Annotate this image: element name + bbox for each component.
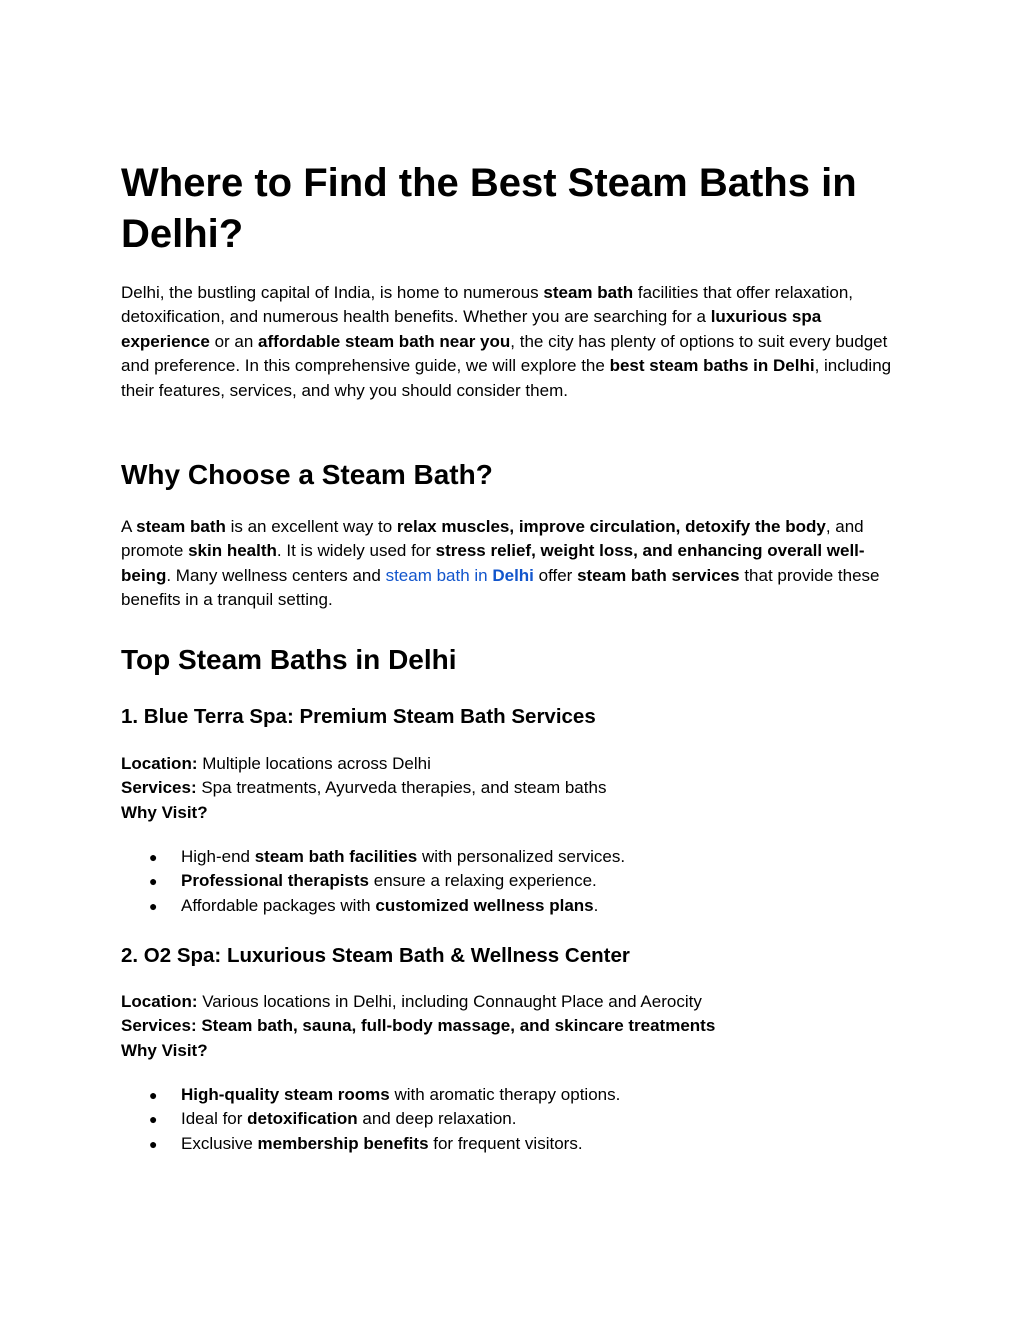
why-text-3: , and promote: [121, 517, 864, 561]
list-item: [121, 894, 625, 918]
intro-bold-4: best steam baths in Delhi: [609, 356, 815, 376]
spa2-why-visit: [121, 1039, 911, 1063]
bullet-icon: ●: [149, 1111, 158, 1128]
why-text-1: A: [121, 517, 137, 536]
spa2-location-value: Various locations in Delhi, including Connaught Place and Aerocity: [197, 992, 702, 1011]
bullet-text: for frequent visitors.: [428, 1133, 583, 1153]
why-text-7: that provide these benefits in a tranquil setting.: [121, 565, 880, 610]
why-bold-4: stress relief, weight loss, and enhancing overall well-being: [121, 541, 865, 585]
spa1-services: [121, 776, 911, 800]
spa2-heading: 2. O2 Spa: Luxurious Steam Bath & Wellness Center: [121, 944, 630, 967]
why-bold-2: relax muscles, improve circulation, detoxify the body: [396, 517, 826, 536]
bullet-text: and deep relaxation.: [357, 1109, 517, 1129]
bullet-text: Affordable packages with: [181, 895, 376, 915]
intro-text-1: Delhi, the bustling capital of India, is home to numerous: [121, 283, 544, 302]
page-title: Where to Find the Best Steam Baths in Delhi?: [121, 161, 857, 256]
bullet-bold: customized wellness plans: [375, 895, 594, 915]
why-text-2: is an excellent way to: [225, 517, 397, 536]
bullet-icon: ●: [149, 849, 158, 865]
bullet-icon: ●: [149, 1087, 158, 1103]
bullet-text: with aromatic therapy options.: [389, 1085, 621, 1104]
spa1-services-value: Spa treatments, Ayurveda therapies, and steam baths: [196, 778, 607, 798]
spa2-services-label: Services:: [121, 1016, 197, 1036]
why-bold-1: steam bath: [136, 517, 226, 536]
why-choose-heading: Why Choose a Steam Bath?: [121, 459, 493, 490]
list-item: [121, 869, 625, 893]
bullet-icon: ●: [149, 873, 158, 890]
spa1-location-label: Location:: [121, 754, 198, 773]
intro-paragraph: [121, 281, 911, 403]
spa2-location: [121, 990, 911, 1014]
intro-text-3: or an: [209, 331, 259, 351]
spa2-bullet-list: [121, 1083, 620, 1156]
spa1-services-label: Services:: [121, 778, 197, 798]
spa2-why-label: Why Visit?: [121, 1040, 208, 1060]
why-choose-paragraph: [121, 515, 911, 613]
spa1-why-label: Why Visit?: [121, 802, 208, 822]
spa2-services-value: Steam bath, sauna, full-body massage, and skincare treatments: [196, 1016, 716, 1036]
bullet-text: with personalized services.: [417, 847, 626, 866]
bullet-icon: ●: [149, 897, 158, 914]
list-item: [121, 1083, 620, 1107]
bullet-text: Exclusive: [181, 1133, 258, 1153]
spa1-why-visit: [121, 801, 911, 825]
list-item: [121, 1132, 620, 1156]
intro-bold-1: steam bath: [543, 283, 634, 302]
bullet-bold: detoxification: [247, 1109, 358, 1129]
top-steam-baths-heading: Top Steam Baths in Delhi: [121, 644, 457, 675]
bullet-text: .: [593, 895, 599, 915]
list-item: [121, 1107, 620, 1131]
bullet-bold: membership benefits: [257, 1133, 429, 1153]
bullet-text: ensure a relaxing experience.: [369, 871, 597, 891]
bullet-text: High-end: [181, 847, 255, 866]
why-text-4: . It is widely used for: [276, 541, 436, 561]
spa1-details: [121, 752, 911, 825]
bullet-text: Ideal for: [181, 1109, 248, 1129]
intro-text-2: facilities that offer relaxation, detoxification, and numerous health benefits. Whether you are searching for a: [121, 283, 854, 327]
bullet-bold: Professional therapists: [181, 871, 370, 891]
bullet-bold: steam bath facilities: [254, 847, 418, 866]
spa1-heading: 1. Blue Terra Spa: Premium Steam Bath Services: [121, 705, 596, 728]
spa2-location-label: Location:: [121, 992, 198, 1011]
why-text-6: offer: [533, 565, 578, 585]
spa2-services: [121, 1014, 911, 1038]
why-text-5: . Many wellness centers and: [166, 565, 386, 585]
bullet-icon: ●: [149, 1135, 158, 1152]
intro-bold-2: luxurious spa experience: [121, 307, 822, 351]
spa1-bullet-list: [121, 845, 625, 918]
intro-text-5: , including their features, services, and why you should consider them.: [121, 356, 892, 400]
list-item: [121, 845, 625, 869]
link-text-1[interactable]: steam bath in: [385, 565, 493, 585]
spa1-location: [121, 752, 911, 776]
intro-text-4: , the city has plenty of options to suit every budget and preference. In this comprehensive guide, we will explore the: [121, 331, 888, 376]
bullet-bold: High-quality steam rooms: [181, 1085, 390, 1104]
why-bold-3: skin health: [188, 541, 277, 561]
link-text-delhi[interactable]: Delhi: [492, 565, 534, 585]
why-bold-5: steam bath services: [577, 565, 740, 585]
intro-bold-3: affordable steam bath near you: [258, 331, 511, 351]
steam-bath-delhi-link[interactable]: [386, 566, 534, 585]
spa1-location-value: Multiple locations across Delhi: [197, 754, 431, 773]
spa2-details: [121, 990, 911, 1063]
